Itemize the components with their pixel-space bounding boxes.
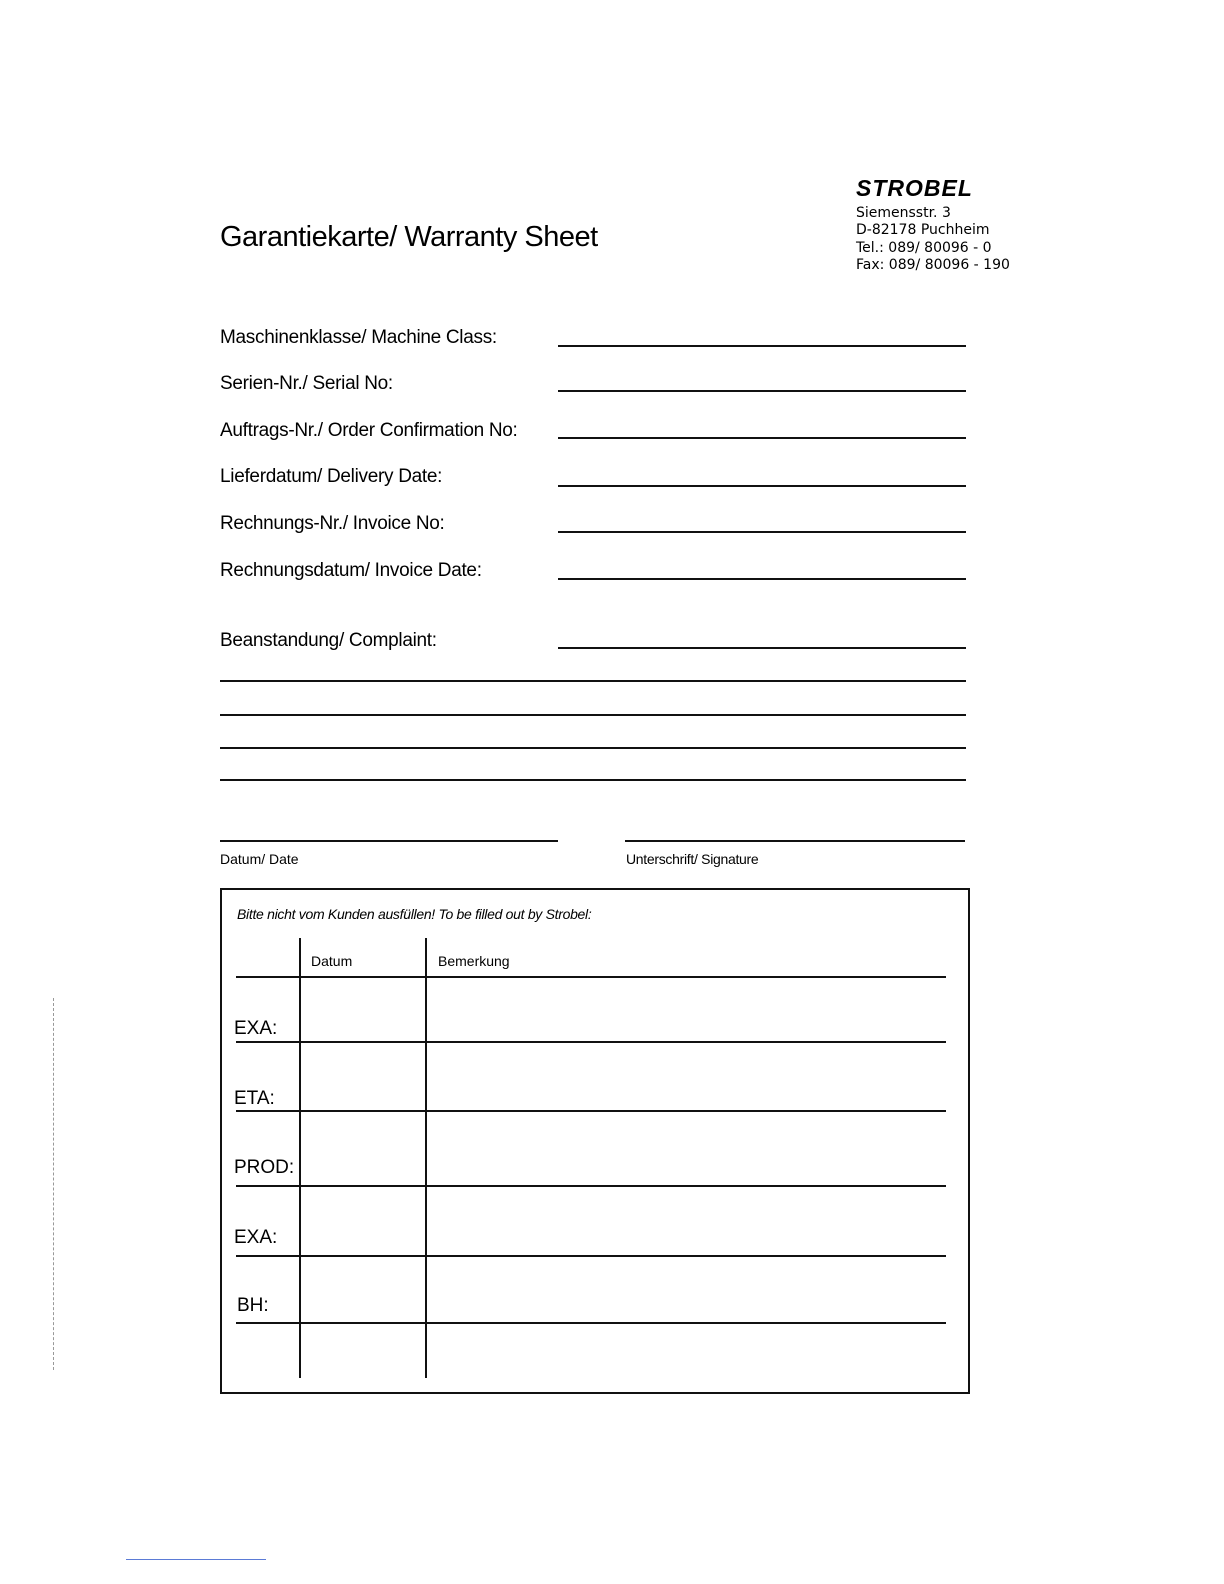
row-label-exa: EXA: [234,1018,278,1039]
field-line-order-confirmation[interactable] [558,437,966,439]
field-line-invoice-date[interactable] [558,578,966,580]
company-logo: STROBEL [856,175,973,201]
page-title: Garantiekarte/ Warranty Sheet [220,221,598,253]
field-line-delivery-date[interactable] [558,485,966,487]
date-label: Datum/ Date [220,851,299,867]
column-header-datum: Datum [311,953,353,969]
field-label-delivery-date: Lieferdatum/ Delivery Date: [220,466,443,487]
table-row-line [236,1185,946,1187]
row-label-prod: PROD: [234,1157,295,1178]
field-label-invoice-no: Rechnungs-Nr./ Invoice No: [220,513,445,534]
address-street: Siemensstr. 3 [856,205,951,221]
column-divider-bemerkung [425,938,427,1378]
field-line-invoice-no[interactable] [558,531,966,533]
field-line-serial-no[interactable] [558,390,966,392]
row-label-bh: BH: [237,1295,269,1316]
row-label-eta: ETA: [234,1088,275,1109]
address-phone: Tel.: 089/ 80096 - 0 [856,240,992,256]
scan-margin-mark [53,998,54,1370]
table-row-line [236,1041,946,1043]
row-label-exa-2: EXA: [234,1227,278,1248]
field-label-invoice-date: Rechnungsdatum/ Invoice Date: [220,560,482,581]
column-divider-datum [299,938,301,1378]
complaint-line-first[interactable] [558,647,966,649]
field-label-machine-class: Maschinenklasse/ Machine Class: [220,327,497,348]
complaint-line[interactable] [220,714,966,716]
column-header-bemerkung: Bemerkung [438,953,510,969]
address-fax: Fax: 089/ 80096 - 190 [856,257,1010,273]
field-label-order-confirmation: Auftrags-Nr./ Order Confirmation No: [220,420,518,441]
scan-bottom-mark [126,1559,266,1560]
internal-note: Bitte nicht vom Kunden ausfüllen! To be filled out by Strobel: [237,906,592,922]
table-row-line [236,1110,946,1112]
table-header-line [236,976,946,978]
complaint-line[interactable] [220,779,966,781]
field-line-machine-class[interactable] [558,345,966,347]
table-row-line [236,1322,946,1324]
signature-line[interactable] [625,840,965,842]
complaint-line[interactable] [220,680,966,682]
address-city: D-82178 Puchheim [856,222,990,238]
complaint-line[interactable] [220,747,966,749]
complaint-label: Beanstandung/ Complaint: [220,630,437,651]
table-row-line [236,1255,946,1257]
date-line[interactable] [220,840,558,842]
field-label-serial-no: Serien-Nr./ Serial No: [220,373,393,394]
signature-label: Unterschrift/ Signature [626,851,759,867]
